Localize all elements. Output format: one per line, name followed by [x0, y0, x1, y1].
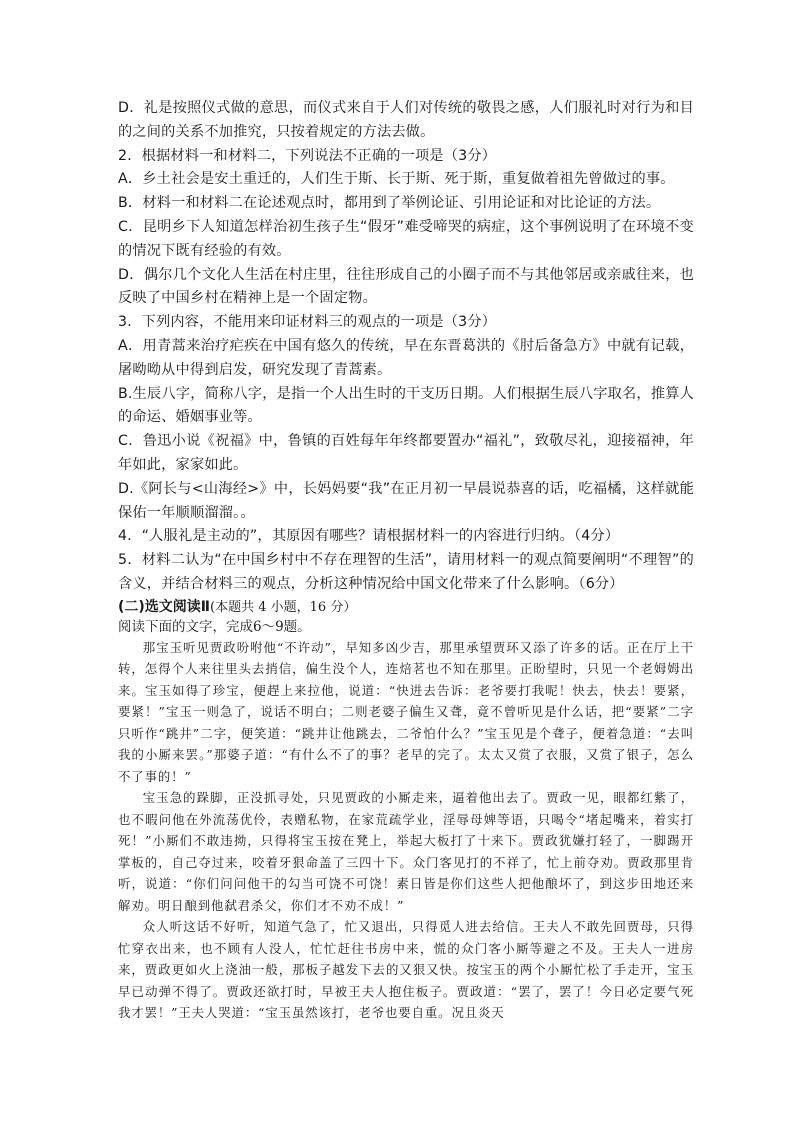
- q3-option-d: D.《阿长与<山海经>》中，长妈妈要“我”在正月初一早晨说恭喜的话，吃福橘，这样就能保佑一年顺顺溜溜。。: [118, 480, 694, 521]
- passage-paragraph-1: 那宝玉听见贾政吩咐他“不许动”，早知多凶少吉，那里承望贾环又添了许多的话。正在厅上干转，怎得个人来往里头去捎信，偏生没个人，连焙茗也不知在那里。正盼望时，只见一个老姆姆出来。宝玉如得了珍宝，便趕上来拉他，说道：“快进去告诉：老爷要打我呢！快去，快去！要紧，要紧！”宝玉一则急了，说话不明白；二则老婆子偏生又聋，竟不曾听见是什么话，把“要紧”二字只听作“跳井”二字，便笑道：“跳井让他跳去，二爷怕什么？”宝玉见是个聋子，便着急道：“去叫我的小厮来罢。”那婆子道：“有什么不了的事？老早的完了。太太又赏了衣服，又赏了银子，怎么不了事的！”: [118, 639, 694, 784]
- passage-paragraph-3: 众人听这话不好听，知道气急了，忙又退出，只得觅人进去给信。王夫人不敢先回贾母，只得忙穿衣出来，也不顾有人没人，忙忙赶往书房中来，慌的众门客小厮等避之不及。王夫人一进房来，贾政更如火上浇油一般，那板子越发下去的又狠又快。按宝玉的两个小厮忙松了手走开，宝玉早已动弹不得了。贾政还欲打时，早被王夫人抱住板子。贾政道：“罢了，罢了！今日必定要气死我才罢！”王夫人哭道：“宝玉虽然该打，老爷也要自重。况且炎天: [118, 919, 694, 1021]
- section-title: (二)选文阅读Ⅱ: [118, 598, 211, 615]
- q2-stem: 2．根据材料一和材料二，下列说法不正确的一项是（3分）: [118, 147, 497, 164]
- q2-option-c: C．昆明乡下人知道怎样治初生孩子生“假牙”难受啼哭的病症，这个事例说明了在环境不变的情况下既有经验的有效。: [118, 218, 694, 259]
- q1-option-d: D．礼是按照仪式做的意思，而仪式来自于人们对传统的敬畏之感，人们服礼时对行为和目的之间的关系不加推究，只按着规定的方法去做。: [118, 100, 694, 140]
- q5: 5．材料二认为“在中国乡村中不存在理智的生活”，请用材料一的观点简要阐明“不理智”的含义，并结合材料三的观点，分析这种情况给中国文化带来了什么影响。（6分）: [118, 552, 694, 592]
- q2-option-a: A．乡土社会是安土重迁的，人们生于斯、长于斯、死于斯，重复做着祖先曾做过的事。: [118, 171, 675, 188]
- q3-option-c: C．鲁迅小说《祝福》中，鲁镇的百姓每年年终都要置办“福礼”，致敬尽礼，迎接福神，年年如此，家家如此。: [118, 433, 694, 473]
- q3-stem: 3．下列内容，不能用来印证材料三的观点的一项是（3分）: [118, 314, 497, 331]
- passage-paragraph-2: 宝玉急的跺脚，正没抓寻处，只见贾政的小厮走来，逼着他出去了。贾政一见，眼都红紫了，也不暇问他在外流荡优伶，表赠私物，在家荒疏学业，淫辱母婢等语，只喝令“堵起嘴来，着实打死！”小厮们不敢违拗，只得将宝玉按在凳上，举起大板打了十来下。贾政犹嫌打轻了，一脚踢开掌板的，自己夺过来，咬着牙狠命盖了三四十下。众门客见打的不祥了，忙上前夺劝。贾政那里肯听，说道：“你们问问他干的勾当可饶不可饶！素日皆是你们这些人把他酿坏了，到这步田地还来解劝。明日酿到他弑君杀父，你们才不劝不成！”: [118, 790, 694, 913]
- section-meta: (本题共 4 小题，16 分）: [210, 599, 357, 615]
- q3-option-b: B.生辰八字，简称八字，是指一个人出生时的干支历日期。人们根据生辰八字取名，推算人的命运、婚姻事业等。: [118, 385, 694, 426]
- q2-option-d: D．偶尔几个文化人生活在村庄里，往往形成自己的小圈子而不与其他邻居或亲戚往来，也反映了中国乡村在精神上是一个固定物。: [118, 266, 694, 307]
- section-heading: [118, 597, 694, 618]
- q3-option-a: A．用青蒿来治疗疟疾在中国有悠久的传统，早在东晋葛洪的《肘后备急方》中就有记载，屠呦呦从中得到启发，研究发现了青蒿素。: [118, 337, 694, 378]
- q2-option-b: B．材料一和材料二在论述观点时，都用到了举例论证、引用论证和对比论证的方法。: [118, 195, 661, 212]
- q4: 4．“人服礼是主动的”，其原因有哪些？请根据材料一的内容进行归纳。（4分）: [118, 528, 620, 545]
- section-instruction: 阅读下面的文字，完成6～9题。: [118, 618, 311, 635]
